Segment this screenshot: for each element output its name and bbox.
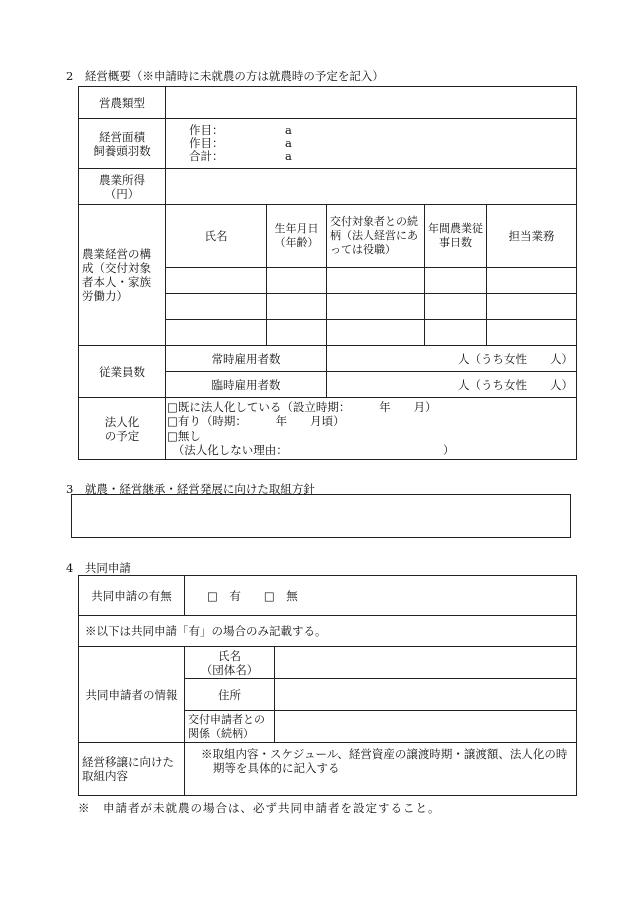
permanent-employees-label: 常時雇用者数: [166, 346, 327, 372]
applicant-name-field[interactable]: [275, 647, 577, 679]
farm-type-field[interactable]: [166, 87, 577, 119]
header-name: 氏名: [166, 205, 267, 268]
cell-days[interactable]: [425, 294, 487, 320]
composition-label: 農業経営の構成（交付対象者本人・家族労働力）: [79, 205, 166, 346]
option-planned[interactable]: □有り（時期： 年 月頃）: [167, 414, 345, 428]
section2-heading: 2 経営概要（※申請時に未就農の方は就農時の予定を記入）: [66, 69, 384, 83]
incorporation-label: 法人化 の予定: [79, 398, 166, 460]
area-row-crop1: 作目： a: [189, 123, 292, 137]
section4-heading: 4 共同申請: [66, 561, 131, 575]
cell-duty[interactable]: [487, 294, 577, 320]
permanent-employees-field[interactable]: 人（うち女性 人）: [327, 346, 577, 372]
income-label: 農業所得 （円）: [79, 169, 166, 205]
applicant-relation-label: 交付申請者との関係（続柄）: [185, 711, 275, 743]
header-days: 年間農業従事日数: [425, 205, 487, 268]
joint-applicant-info-label: 共同申請者の情報: [79, 647, 185, 743]
joint-application-options[interactable]: □ 有 □ 無: [185, 576, 577, 616]
transfer-plan-field[interactable]: ※取組内容・スケジュール、経営資産の譲渡時期・譲渡額、法人化の時期等を具体的に記入する: [185, 743, 577, 796]
joint-application-note: ※以下は共同申請「有」の場合のみ記載する。: [79, 616, 577, 647]
cell-days[interactable]: [425, 320, 487, 346]
cell-relation[interactable]: [327, 268, 425, 294]
income-field[interactable]: [166, 169, 577, 205]
cell-relation[interactable]: [327, 320, 425, 346]
joint-application-table: [78, 575, 577, 796]
cell-birth[interactable]: [267, 320, 327, 346]
applicant-name-label: 氏名 （団体名）: [185, 647, 275, 679]
cell-birth[interactable]: [267, 294, 327, 320]
applicant-relation-field[interactable]: [275, 711, 577, 743]
header-duty: 担当業務: [487, 205, 577, 268]
reason-not-incorporating[interactable]: （法人化しない理由： ）: [167, 443, 455, 457]
section3-heading: 3 就農・経営継承・経営発展に向けた取組方針: [66, 482, 315, 496]
cell-duty[interactable]: [487, 268, 577, 294]
footnote: ※ 申請者が未就農の場合は、必ず共同申請者を設定すること。: [78, 801, 441, 815]
area-row-total: 合計： a: [189, 149, 292, 163]
temporary-employees-label: 臨時雇用者数: [166, 372, 327, 398]
applicant-address-label: 住所: [185, 679, 275, 711]
option-already-incorporated[interactable]: □既に法人化している（設立時期： 年 月）: [167, 399, 437, 414]
transfer-plan-label: 経営移譲に向けた取組内容: [79, 743, 185, 796]
cell-relation[interactable]: [327, 294, 425, 320]
header-relation: 交付対象者との続柄（法人経営にあっては役職）: [327, 205, 425, 268]
cell-name[interactable]: [166, 320, 267, 346]
applicant-address-field[interactable]: [275, 679, 577, 711]
policy-text-area[interactable]: [71, 494, 571, 538]
option-none[interactable]: □無し: [167, 428, 201, 443]
cell-name[interactable]: [166, 268, 267, 294]
area-row-crop2: 作目： a: [189, 136, 292, 150]
cell-duty[interactable]: [487, 320, 577, 346]
cell-days[interactable]: [425, 268, 487, 294]
cell-name[interactable]: [166, 294, 267, 320]
farm-type-label: 営農類型: [79, 87, 166, 119]
cell-birth[interactable]: [267, 268, 327, 294]
joint-application-label: 共同申請の有無: [79, 576, 185, 616]
business-overview-table: [78, 86, 577, 460]
area-label: 経営面積 飼養頭羽数: [79, 119, 166, 169]
header-birth: 生年月日（年齢）: [267, 205, 327, 268]
employees-label: 従業員数: [79, 346, 166, 398]
incorporation-options: [166, 398, 577, 460]
temporary-employees-field[interactable]: 人（うち女性 人）: [327, 372, 577, 398]
area-field[interactable]: [166, 119, 577, 169]
